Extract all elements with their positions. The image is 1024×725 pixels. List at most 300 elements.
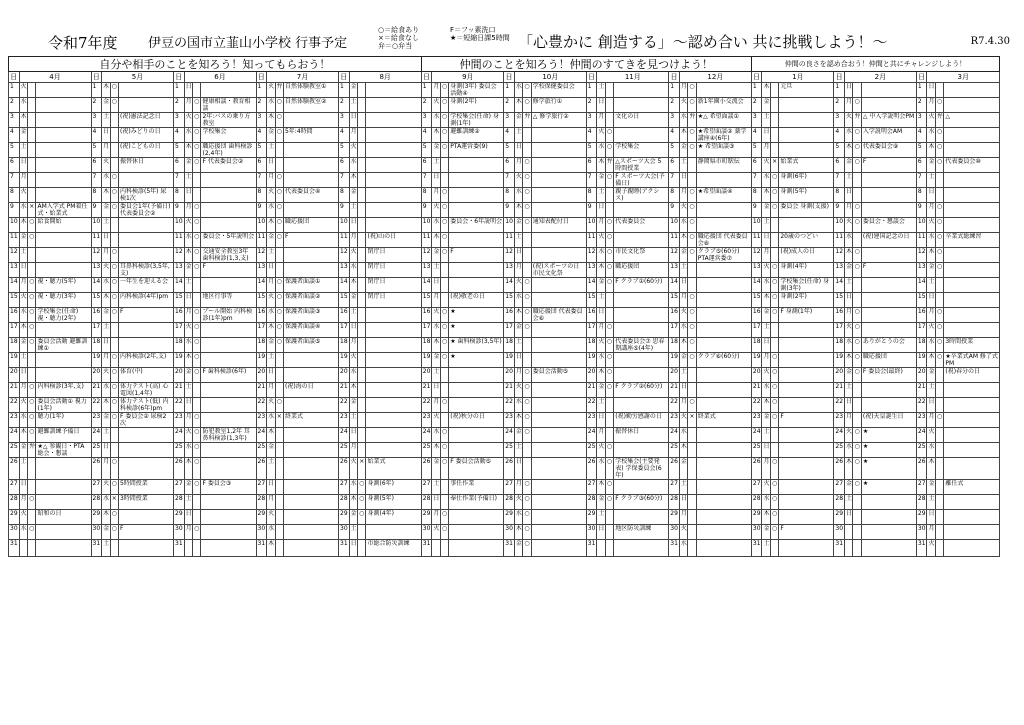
event-text: (祝)みどりの日 — [118, 128, 173, 143]
event-text: 卒業式総練習 — [944, 233, 1000, 248]
meal-mark: ○ — [193, 263, 201, 278]
day-number: 14 — [504, 278, 515, 293]
event-text — [531, 398, 586, 413]
event-text: 体力テスト(高) 心電図(1,4年) — [118, 383, 173, 398]
meal-mark: ○ — [605, 338, 613, 353]
meal-mark — [193, 83, 201, 98]
month-header: 2月 — [844, 72, 916, 83]
meal-mark — [523, 233, 531, 248]
day-number: 9 — [174, 203, 185, 218]
weekday: 日 — [349, 540, 357, 557]
weekday: 火 — [514, 173, 522, 188]
weekday: 土 — [184, 173, 192, 188]
weekday: 土 — [19, 458, 27, 480]
theme-banner: 自分や相手のことを知ろう！知ってもらおう！ — [9, 57, 422, 72]
month-day-header: 日 — [505, 72, 513, 81]
meal-mark: ○ — [193, 353, 201, 368]
event-text: 20歳のつどい — [779, 233, 834, 248]
meal-mark — [193, 383, 201, 398]
event-text — [944, 293, 1000, 308]
day-number: 8 — [834, 188, 845, 203]
month-day-header: 日 — [92, 72, 100, 81]
weekday: 火 — [267, 398, 275, 413]
weekday: 金 — [349, 398, 357, 413]
event-text: 保護者面談⑤ — [283, 338, 338, 353]
meal-mark — [605, 83, 613, 98]
day-number: 26 — [586, 458, 597, 480]
event-text: ★ — [449, 308, 504, 323]
weekday: 木 — [844, 353, 852, 368]
weekday: 日 — [267, 263, 275, 278]
meal-mark — [853, 278, 861, 293]
event-text: F 身測(1年) — [779, 308, 834, 323]
month-day-header: 日 — [588, 72, 596, 81]
meal-mark: ○ — [605, 233, 613, 248]
meal-mark: ○ — [275, 98, 283, 113]
event-text — [366, 128, 421, 143]
meal-mark: × — [275, 413, 283, 428]
day-number: 16 — [339, 308, 350, 323]
day-number: 27 — [751, 480, 762, 495]
event-text: 親子親睦(アクシス) — [614, 188, 669, 203]
meal-mark — [358, 308, 366, 323]
day-number: 9 — [9, 203, 20, 218]
calendar-day-row — [9, 338, 1000, 353]
event-text — [118, 83, 173, 98]
event-text: (祝)山の日 — [366, 233, 421, 248]
day-number: 6 — [339, 158, 350, 173]
meal-mark: ○ — [523, 203, 531, 218]
meal-mark: ○ — [688, 323, 696, 338]
day-number: 20 — [504, 368, 515, 383]
meal-mark: ○ — [605, 353, 613, 368]
event-text: 職応援団 — [861, 353, 916, 368]
weekday: 火 — [184, 113, 192, 128]
event-text — [366, 443, 421, 458]
day-number: 2 — [339, 98, 350, 113]
meal-mark: ○ — [275, 323, 283, 338]
day-number: 15 — [174, 293, 185, 308]
day-number: 13 — [421, 263, 432, 278]
day-number: 1 — [9, 83, 20, 98]
weekday: 木 — [762, 293, 770, 308]
day-number: 29 — [669, 510, 680, 525]
day-number: 21 — [916, 383, 927, 398]
day-number: 21 — [669, 383, 680, 398]
weekday: 火 — [102, 368, 110, 383]
event-text: F — [283, 233, 338, 248]
meal-mark — [935, 510, 943, 525]
meal-mark — [193, 293, 201, 308]
day-number: 19 — [9, 353, 20, 368]
meal-mark: ○ — [605, 218, 613, 233]
meal-mark: ○ — [440, 233, 448, 248]
weekday: 水 — [267, 203, 275, 218]
weekday: 金 — [432, 353, 440, 368]
day-number: 16 — [91, 308, 102, 323]
weekday: 水 — [762, 173, 770, 188]
day-number: 5 — [834, 143, 845, 158]
event-text — [118, 540, 173, 557]
event-text: 身測(4年) — [366, 510, 421, 525]
event-text: 職応援団 代表委員会⑧ — [696, 233, 751, 248]
day-number: 31 — [339, 540, 350, 557]
meal-mark — [440, 495, 448, 510]
meal-mark — [28, 113, 36, 128]
meal-mark: ○ — [440, 458, 448, 480]
weekday: 月 — [679, 510, 687, 525]
weekday: 月 — [927, 98, 935, 113]
day-number: 20 — [916, 368, 927, 383]
event-text: 視・聴力(5年) — [36, 278, 91, 293]
event-text: 振替休日 — [118, 158, 173, 173]
weekday: 日 — [514, 248, 522, 263]
meal-mark: ○ — [193, 98, 201, 113]
calendar-day-row — [9, 278, 1000, 293]
day-number: 28 — [834, 495, 845, 510]
event-text — [696, 83, 751, 98]
theme-banner: 仲間のことを知ろう！仲間のすてきを見つけよう！ — [421, 57, 751, 72]
day-number: 23 — [174, 413, 185, 428]
event-text — [201, 458, 256, 480]
meal-mark: ○ — [523, 308, 531, 323]
weekday: 火 — [267, 188, 275, 203]
event-text: 地区行事等 — [201, 293, 256, 308]
day-number: 17 — [504, 323, 515, 338]
meal-mark — [358, 143, 366, 158]
weekday: 水 — [597, 458, 605, 480]
day-number: 19 — [504, 353, 515, 368]
meal-mark — [110, 158, 118, 173]
day-number: 7 — [9, 173, 20, 188]
event-text — [36, 540, 91, 557]
meal-mark — [935, 188, 943, 203]
meal-mark: ○ — [110, 308, 118, 323]
weekday: 土 — [432, 263, 440, 278]
event-text: 防犯教室1,2年 耳鼻科検診(1,3年) — [201, 428, 256, 443]
event-text — [201, 353, 256, 368]
event-text: 代表委員会 — [614, 218, 669, 233]
event-text — [944, 525, 1000, 540]
meal-mark: ○ — [853, 443, 861, 458]
weekday: 月 — [349, 128, 357, 143]
weekday: 火 — [679, 203, 687, 218]
weekday: 水 — [514, 398, 522, 413]
meal-mark: ○ — [770, 480, 778, 495]
meal-mark — [688, 368, 696, 383]
day-number: 3 — [916, 113, 927, 128]
weekday: 金 — [762, 203, 770, 218]
event-text — [201, 173, 256, 188]
event-text: 交通安全教室3年 歯科検診(1,3,支) — [201, 248, 256, 263]
day-number: 10 — [751, 218, 762, 233]
weekday: 日 — [184, 293, 192, 308]
day-number: 28 — [504, 495, 515, 510]
event-text: 事任作業 — [449, 480, 504, 495]
event-text — [118, 458, 173, 480]
event-text: F — [779, 525, 834, 540]
event-text — [201, 83, 256, 98]
meal-mark — [688, 158, 696, 173]
day-number: 23 — [586, 413, 597, 428]
event-text — [614, 510, 669, 525]
event-text — [201, 443, 256, 458]
event-text: 閉庁日 — [366, 248, 421, 263]
day-number: 6 — [586, 158, 597, 173]
event-text — [201, 278, 256, 293]
calendar-day-row — [9, 188, 1000, 203]
meal-mark — [688, 510, 696, 525]
weekday: 木 — [927, 143, 935, 158]
weekday: 日 — [844, 398, 852, 413]
weekday: 火 — [102, 158, 110, 173]
day-number: 14 — [174, 278, 185, 293]
weekday: 月 — [102, 353, 110, 368]
day-number: 7 — [339, 173, 350, 188]
day-number: 18 — [9, 338, 20, 353]
day-number: 24 — [421, 428, 432, 443]
weekday: 月 — [184, 413, 192, 428]
day-number: 11 — [256, 233, 267, 248]
meal-mark — [358, 428, 366, 443]
event-text: 閉庁日 — [366, 278, 421, 293]
day-number: 15 — [916, 293, 927, 308]
day-number: 8 — [504, 188, 515, 203]
meal-mark: ○ — [275, 398, 283, 413]
calendar-day-row — [9, 98, 1000, 113]
weekday: 水 — [19, 308, 27, 323]
day-number: 4 — [9, 128, 20, 143]
event-text — [531, 495, 586, 510]
event-text — [366, 383, 421, 398]
meal-mark: ○ — [110, 248, 118, 263]
day-number: 13 — [751, 263, 762, 278]
day-number: 11 — [91, 233, 102, 248]
weekday: 金 — [102, 203, 110, 218]
event-text — [944, 458, 1000, 480]
event-text — [201, 495, 256, 510]
event-text — [449, 540, 504, 557]
weekday: 火 — [679, 308, 687, 323]
weekday: 土 — [679, 480, 687, 495]
day-number: 20 — [669, 368, 680, 383]
weekday: 日 — [19, 158, 27, 173]
weekday: 火 — [432, 525, 440, 540]
day-number: 3 — [256, 113, 267, 128]
weekday: 水 — [184, 338, 192, 353]
weekday: 金 — [597, 383, 605, 398]
event-text — [944, 98, 1000, 113]
calendar-day-row — [9, 83, 1000, 98]
event-text — [449, 510, 504, 525]
event-text — [614, 233, 669, 248]
meal-mark — [28, 248, 36, 263]
event-text — [36, 263, 91, 278]
weekday: 火 — [762, 480, 770, 495]
weekday: 木 — [927, 353, 935, 368]
weekday: 火 — [19, 398, 27, 413]
meal-mark — [605, 293, 613, 308]
day-number: 5 — [421, 143, 432, 158]
day-number: 12 — [421, 248, 432, 263]
day-number: 12 — [504, 248, 515, 263]
meal-mark: ○ — [523, 398, 531, 413]
meal-mark — [440, 368, 448, 383]
event-text: 市民文化祭 — [614, 248, 669, 263]
day-number: 1 — [256, 83, 267, 98]
event-text — [944, 248, 1000, 263]
day-number: 21 — [256, 383, 267, 398]
meal-mark: ○ — [523, 278, 531, 293]
meal-mark — [28, 158, 36, 173]
event-text: 始業式 — [366, 458, 421, 480]
weekday: 金 — [514, 323, 522, 338]
school-motto: 「心豊かに 創造する」〜認め合い 共に挑戦しよう！〜 — [518, 33, 888, 51]
weekday: 火 — [19, 188, 27, 203]
event-text — [531, 323, 586, 338]
meal-mark — [935, 293, 943, 308]
event-text — [449, 525, 504, 540]
meal-mark: ○ — [110, 353, 118, 368]
calendar-day-row — [9, 293, 1000, 308]
weekday: 日 — [184, 398, 192, 413]
weekday: 月 — [762, 143, 770, 158]
day-number: 2 — [421, 98, 432, 113]
day-number: 26 — [9, 458, 20, 480]
event-text — [944, 540, 1000, 557]
day-number: 28 — [9, 495, 20, 510]
meal-mark — [28, 188, 36, 203]
weekday: 火 — [19, 293, 27, 308]
day-number: 16 — [834, 308, 845, 323]
month-header: 7月 — [267, 72, 339, 83]
meal-mark: ○ — [853, 128, 861, 143]
weekday: 月 — [102, 458, 110, 480]
weekday: 日 — [762, 233, 770, 248]
weekday: 火 — [19, 510, 27, 525]
meal-mark — [935, 443, 943, 458]
event-text: (祝)成人の日 — [779, 248, 834, 263]
event-text: 健康相談・教育相談 — [201, 98, 256, 113]
event-text: ★ — [861, 443, 916, 458]
weekday: 火 — [679, 525, 687, 540]
meal-mark — [193, 188, 201, 203]
day-number: 19 — [751, 353, 762, 368]
weekday: 月 — [184, 98, 192, 113]
meal-mark — [275, 540, 283, 557]
day-number: 30 — [256, 525, 267, 540]
event-text — [779, 128, 834, 143]
day-number: 22 — [916, 398, 927, 413]
weekday: 日 — [102, 338, 110, 353]
weekday: 土 — [267, 248, 275, 263]
day-number: 21 — [834, 383, 845, 398]
weekday: 木 — [762, 83, 770, 98]
event-text: 学校集会(任命) 身測(1年) — [449, 113, 504, 128]
weekday: 日 — [102, 233, 110, 248]
meal-mark — [770, 443, 778, 458]
weekday: 金 — [762, 413, 770, 428]
meal-mark: 弁 — [853, 113, 861, 128]
event-text — [779, 480, 834, 495]
meal-mark — [193, 173, 201, 188]
event-text — [696, 338, 751, 353]
weekday: 土 — [514, 443, 522, 458]
meal-mark: ○ — [688, 218, 696, 233]
calendar-day-row — [9, 540, 1000, 557]
meal-mark: ○ — [193, 368, 201, 383]
weekday: 月 — [349, 338, 357, 353]
meal-mark: ○ — [770, 278, 778, 293]
weekday: 水 — [19, 525, 27, 540]
meal-mark — [853, 83, 861, 98]
event-text — [283, 398, 338, 413]
event-text — [36, 188, 91, 203]
event-text — [614, 293, 669, 308]
day-number: 5 — [669, 143, 680, 158]
day-number: 2 — [834, 98, 845, 113]
day-number: 27 — [91, 480, 102, 495]
event-text — [118, 510, 173, 525]
event-text: (祝)勤労感謝の日 — [614, 413, 669, 428]
event-text — [614, 480, 669, 495]
weekday: 土 — [432, 158, 440, 173]
day-number: 14 — [916, 278, 927, 293]
event-text: △ — [944, 113, 1000, 128]
meal-mark — [523, 248, 531, 263]
weekday: 金 — [514, 218, 522, 233]
day-number: 4 — [339, 128, 350, 143]
weekday: 土 — [679, 263, 687, 278]
event-text — [614, 83, 669, 98]
meal-mark: ○ — [770, 293, 778, 308]
event-text — [944, 188, 1000, 203]
weekday: 木 — [762, 188, 770, 203]
meal-mark: ○ — [440, 143, 448, 158]
day-number: 12 — [256, 248, 267, 263]
day-number: 7 — [586, 173, 597, 188]
weekday: 水 — [679, 113, 687, 128]
weekday: 水 — [844, 128, 852, 143]
event-text — [36, 525, 91, 540]
meal-mark: ○ — [935, 218, 943, 233]
weekday: 月 — [597, 323, 605, 338]
event-text: 身測(6年) — [779, 173, 834, 188]
weekday: 月 — [927, 413, 935, 428]
calendar-day-row — [9, 458, 1000, 480]
event-text — [779, 540, 834, 557]
event-text — [944, 398, 1000, 413]
weekday: 木 — [267, 113, 275, 128]
meal-mark — [193, 278, 201, 293]
weekday: 水 — [679, 323, 687, 338]
weekday: 金 — [514, 540, 522, 557]
meal-mark — [110, 218, 118, 233]
meal-mark: ○ — [193, 248, 201, 263]
meal-mark: ○ — [523, 413, 531, 428]
day-number: 11 — [669, 233, 680, 248]
meal-mark: ○ — [440, 353, 448, 368]
meal-mark: ○ — [770, 368, 778, 383]
weekday: 日 — [927, 398, 935, 413]
weekday: 土 — [349, 413, 357, 428]
meal-mark: ○ — [28, 278, 36, 293]
meal-mark: ○ — [935, 353, 943, 368]
month-day-header: 日 — [918, 72, 926, 81]
meal-mark — [935, 83, 943, 98]
weekday: 月 — [267, 278, 275, 293]
day-number: 31 — [256, 540, 267, 557]
